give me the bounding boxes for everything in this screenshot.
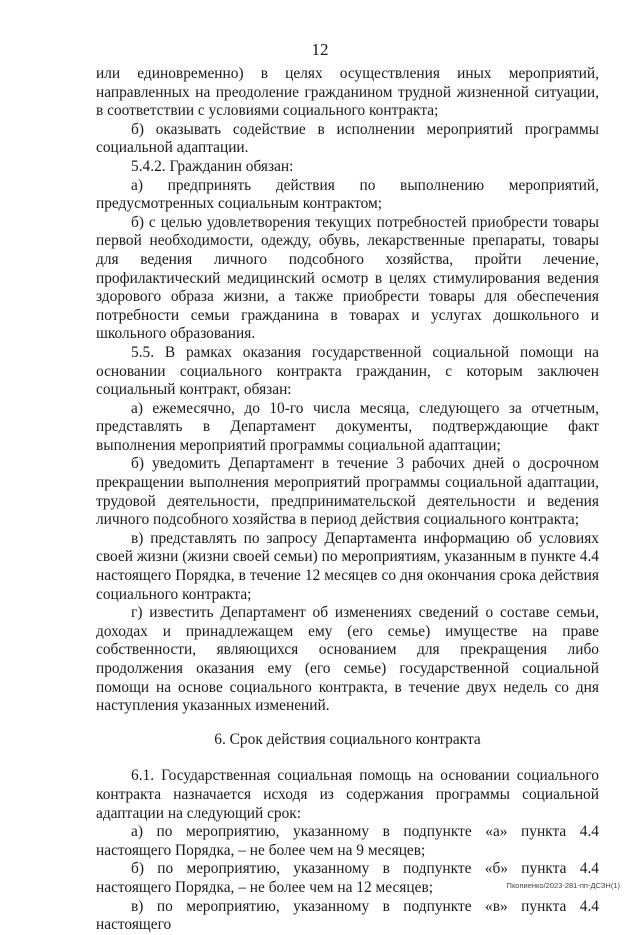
- paragraph-5-4-2-a: а) предпринять действия по выполнению мероприятий, предусмотренных социальным контрактом;: [96, 176, 599, 213]
- paragraph-6-1-b: б) по мероприятию, указанному в подпункте «б» пункта 4.4 настоящего Порядка, – не более чем на 12 месяцев;: [96, 860, 599, 896]
- paragraph-continuation: или единовременно) в целях осуществления иных мероприятий, направленных на преодоление гражданином трудной жизненной ситуации, в соответствии с условиями социального контракта;: [96, 65, 599, 120]
- paragraph-6-1: 6.1. Государственная социальная помощь на основании социального контракта назначается исходя из содержания программы социальной адаптации на следующий срок:: [96, 767, 599, 822]
- page-number: 12: [311, 40, 329, 59]
- paragraph-5-5: 5.5. В рамках оказания государственной социальной помощи на основании социального контракта гражданин, с которым заключен социальный контракт, обязан:: [96, 343, 599, 399]
- document-body: [96, 65, 599, 935]
- paragraph-5-4-1-b: б) оказывать содействие в исполнении мероприятий программы социальной адаптации.: [96, 120, 599, 157]
- document-footer-code: Пкопиенко/2023-281-пп-ДСЗН(1): [506, 881, 620, 890]
- paragraph-6-1-a: а) по мероприятию, указанному в подпункте «а» пункта 4.4 настоящего Порядка, – не более чем на 9 месяцев;: [96, 823, 599, 859]
- section-heading: 6. Срок действия социального контракта: [214, 730, 481, 748]
- paragraph-5-4-2: 5.4.2. Гражданин обязан:: [131, 157, 294, 175]
- paragraph-6-1-v: в) по мероприятию, указанному в подпункте «в» пункта 4.4 настоящего: [96, 897, 599, 934]
- paragraph-5-5-v: в) представлять по запросу Департамента информацию об условиях своей жизни (жизни своей семьи) по мероприятиям, указанным в пункте 4.4 настоящего Порядка, в течение 12 месяцев со дня окончания срока действия социального контракта;: [96, 529, 599, 603]
- paragraph-5-5-b: б) уведомить Департамент в течение 3 рабочих дней о досрочном прекращении выполнения мероприятий программы социальной адаптации, трудовой деятельности, предпринимательской деятельности и ведения личного подсобного хозяйства в период действия социального контракта;: [96, 455, 599, 529]
- paragraph-5-5-a: а) ежемесячно, до 10-го числа месяца, следующего за отчетным, представлять в Департамент документы, подтверждающие факт выполнения мероприятий программы социальной адаптации;: [96, 399, 599, 454]
- paragraph-5-4-2-b: б) с целью удовлетворения текущих потребностей приобрести товары первой необходимости, одежду, обувь, лекарственные препараты, товары для ведения личного подсобного хозяйства, пройти лечение, профилактический медицинский осмотр в целях стимулирования ведения здорового образа жизни, а также приобрести товары для обеспечения потребности семьи гражданина в товарах и услугах дошкольного и школьного образования.: [96, 213, 599, 343]
- paragraph-5-5-g: г) известить Департамент об изменениях сведений о составе семьи, доходах и принадлежащем ему (его семье) имуществе на праве собственности, являющихся основанием для прекращения либо продолжения оказания ему (его семье) государственной социальной помощи на основе социального контракта, в течение двух недель со дня наступления указанных изменений.: [96, 604, 599, 715]
